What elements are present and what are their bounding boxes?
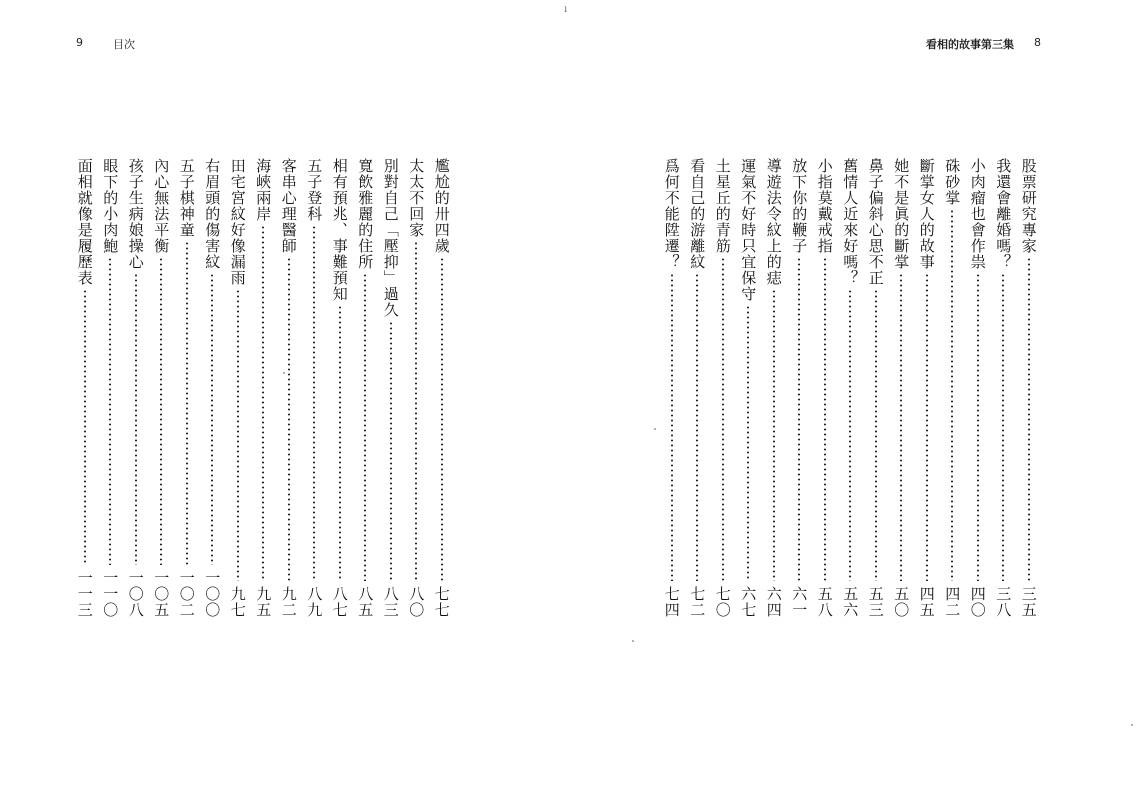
toc-entry bbox=[940, 158, 966, 618]
entry-title: 運氣不好時只宜保守 bbox=[739, 158, 758, 302]
entry-page-number: 一一三 bbox=[75, 570, 94, 618]
right-page-number: 8 bbox=[1034, 36, 1041, 49]
scan-speck bbox=[1131, 724, 1133, 726]
toc-entry bbox=[174, 158, 200, 618]
leader-dots bbox=[875, 289, 877, 581]
entry-title: 導遊法令紋上的痣 bbox=[764, 158, 783, 286]
leader-dots bbox=[798, 257, 800, 581]
entry-title: 客串心理醫師 bbox=[279, 158, 298, 254]
entry-page-number: 一一〇 bbox=[101, 570, 120, 618]
leader-dots bbox=[722, 257, 724, 581]
entry-title: 尷尬的卅四歲 bbox=[432, 158, 451, 254]
left-running-head: 目次 bbox=[113, 38, 135, 51]
toc-entry bbox=[149, 158, 175, 618]
entry-title: 看自己的游離紋 bbox=[688, 158, 707, 270]
leader-dots bbox=[747, 305, 749, 581]
entry-page-number: 三五 bbox=[1019, 586, 1038, 618]
entry-page-number: 八九 bbox=[305, 586, 324, 618]
entry-page-number: 一〇〇 bbox=[203, 570, 222, 618]
entry-page-number: 五〇 bbox=[892, 586, 911, 618]
entry-title: 田宅宮紋好像漏雨 bbox=[228, 158, 247, 286]
entry-page-number: 六七 bbox=[739, 586, 758, 618]
toc-entry bbox=[404, 158, 430, 618]
left-page-number: 9 bbox=[76, 36, 83, 49]
entry-page-number: 三八 bbox=[994, 586, 1013, 618]
toc-entry bbox=[225, 158, 251, 618]
entry-title: 放下你的鞭子 bbox=[790, 158, 809, 254]
toc-entry bbox=[98, 158, 124, 618]
leader-dots bbox=[696, 273, 698, 581]
entry-page-number: 九七 bbox=[228, 586, 247, 618]
leader-dots bbox=[262, 225, 264, 581]
scan-speck bbox=[283, 372, 285, 374]
entry-title: 土星丘的青筋 bbox=[713, 158, 732, 254]
leader-dots bbox=[109, 257, 111, 565]
entry-title: 股票研究專家 bbox=[1019, 158, 1038, 254]
toc-entry bbox=[251, 158, 277, 618]
toc-entry bbox=[838, 158, 864, 618]
toc-entry bbox=[302, 158, 328, 618]
entry-page-number: 五八 bbox=[815, 586, 834, 618]
left-toc bbox=[72, 158, 455, 618]
entry-title: 右眉頭的傷害紋 bbox=[203, 158, 222, 270]
entry-title: 眼下的小肉鮑 bbox=[101, 158, 120, 254]
scan-speck bbox=[654, 428, 656, 430]
toc-entry bbox=[914, 158, 940, 618]
toc-entry bbox=[429, 158, 455, 618]
leader-dots bbox=[951, 209, 953, 581]
toc-entry bbox=[276, 158, 302, 618]
entry-title: 五子登科 bbox=[305, 158, 324, 222]
right-toc bbox=[659, 158, 1042, 618]
entry-title: 五子棋神童 bbox=[177, 158, 196, 238]
entry-title: 硃砂掌 bbox=[943, 158, 962, 206]
leader-dots bbox=[824, 257, 826, 581]
toc-entry bbox=[1016, 158, 1042, 618]
toc-entry bbox=[353, 158, 379, 618]
entry-page-number: 七〇 bbox=[713, 586, 732, 618]
scan-speck bbox=[632, 640, 634, 642]
entry-page-number: 七二 bbox=[688, 586, 707, 618]
entry-title: 內心無法平衡 bbox=[152, 158, 171, 254]
toc-entry bbox=[710, 158, 736, 618]
leader-dots bbox=[364, 273, 366, 581]
leader-dots bbox=[237, 289, 239, 581]
entry-title: 太太不回家 bbox=[407, 158, 426, 238]
leader-dots bbox=[339, 305, 341, 581]
toc-entry bbox=[72, 158, 98, 618]
toc-entry bbox=[736, 158, 762, 618]
entry-page-number: 五六 bbox=[841, 586, 860, 618]
entry-title: 我還會離婚嗎？ bbox=[994, 158, 1013, 270]
entry-page-number: 五三 bbox=[866, 586, 885, 618]
toc-entry bbox=[991, 158, 1017, 618]
leader-dots bbox=[671, 273, 673, 581]
leader-dots bbox=[1002, 273, 1004, 581]
entry-page-number: 六一 bbox=[790, 586, 809, 618]
entry-page-number: 九二 bbox=[279, 586, 298, 618]
entry-title: 小肉瘤也會作祟 bbox=[968, 158, 987, 270]
toc-entry bbox=[812, 158, 838, 618]
entry-page-number: 七四 bbox=[662, 586, 681, 618]
entry-page-number: 八三 bbox=[381, 586, 400, 618]
toc-entry bbox=[327, 158, 353, 618]
gutter-mark: ı bbox=[564, 4, 568, 15]
leader-dots bbox=[441, 257, 443, 581]
leader-dots bbox=[313, 225, 315, 581]
leader-dots bbox=[135, 273, 137, 565]
entry-title: 爲何不能陞遷？ bbox=[662, 158, 681, 270]
leader-dots bbox=[977, 273, 979, 581]
leader-dots bbox=[926, 273, 928, 581]
entry-title: 寬飲雅麗的住所 bbox=[356, 158, 375, 270]
toc-entry bbox=[965, 158, 991, 618]
entry-title: 斷掌女人的故事 bbox=[917, 158, 936, 270]
entry-page-number: 七七 bbox=[432, 586, 451, 618]
toc-entry bbox=[123, 158, 149, 618]
entry-page-number: 一〇二 bbox=[177, 570, 196, 618]
entry-page-number: 六四 bbox=[764, 586, 783, 618]
toc-entry bbox=[659, 158, 685, 618]
leader-dots bbox=[900, 273, 902, 581]
leader-dots bbox=[84, 289, 86, 565]
leader-dots bbox=[390, 321, 392, 581]
entry-page-number: 一〇八 bbox=[126, 570, 145, 618]
toc-entry bbox=[378, 158, 404, 618]
toc-entry bbox=[889, 158, 915, 618]
entry-page-number: 一〇五 bbox=[152, 570, 171, 618]
toc-entry bbox=[787, 158, 813, 618]
entry-title: 舊情人近來好嗎？ bbox=[841, 158, 860, 286]
entry-page-number: 八七 bbox=[330, 586, 349, 618]
entry-title: 小指莫戴戒指 bbox=[815, 158, 834, 254]
leader-dots bbox=[849, 289, 851, 581]
leader-dots bbox=[288, 257, 290, 581]
toc-entry bbox=[685, 158, 711, 618]
entry-page-number: 四〇 bbox=[968, 586, 987, 618]
leader-dots bbox=[773, 289, 775, 581]
right-running-head: 看相的故事第三集 bbox=[926, 38, 1014, 51]
entry-title: 相有預兆、事難預知 bbox=[330, 158, 349, 302]
entry-page-number: 八五 bbox=[356, 586, 375, 618]
leader-dots bbox=[415, 241, 417, 581]
entry-title: 她不是眞的斷掌 bbox=[892, 158, 911, 270]
leader-dots bbox=[1028, 257, 1030, 581]
toc-entry bbox=[200, 158, 226, 618]
entry-title: 面相就像是履歷表 bbox=[75, 158, 94, 286]
entry-title: 鼻子偏斜心思不正 bbox=[866, 158, 885, 286]
toc-entry bbox=[761, 158, 787, 618]
entry-title: 海峽兩岸 bbox=[254, 158, 273, 222]
leader-dots bbox=[186, 241, 188, 565]
entry-page-number: 四二 bbox=[943, 586, 962, 618]
entry-title: 孩子生病娘操心 bbox=[126, 158, 145, 270]
leader-dots bbox=[211, 273, 213, 565]
leader-dots bbox=[160, 257, 162, 565]
toc-entry bbox=[863, 158, 889, 618]
entry-title: 別對自己「壓抑」過久 bbox=[381, 158, 400, 318]
entry-page-number: 四五 bbox=[917, 586, 936, 618]
entry-page-number: 九五 bbox=[254, 586, 273, 618]
entry-page-number: 八〇 bbox=[407, 586, 426, 618]
